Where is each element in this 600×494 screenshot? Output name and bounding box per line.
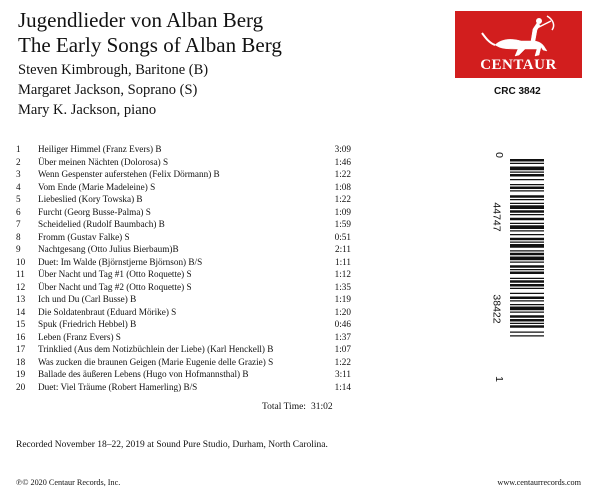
barcode-bar: [510, 210, 544, 213]
performer-baritone: Steven Kimbrough, Baritone (B): [18, 62, 209, 78]
track-duration: 1:14: [334, 381, 351, 392]
barcode-bar: [510, 332, 544, 333]
track-row: [16, 181, 351, 194]
track-number: 1: [16, 144, 21, 154]
track-row: [16, 256, 351, 269]
barcode-bar: [510, 163, 544, 164]
track-title: Ballade des äußeren Lebens (Hugo von Hofmannsthal) B: [38, 369, 249, 379]
track-duration: 1:07: [334, 344, 351, 354]
track-duration: 3:11: [335, 369, 351, 379]
track-duration: 1:19: [334, 294, 351, 304]
track-title: Duet: Im Walde (Björnstjerne Björnson) B/S: [38, 256, 203, 267]
track-title: Leben (Franz Evers) S: [38, 331, 121, 342]
track-duration: 1:22: [334, 194, 351, 204]
barcode-bar: [510, 257, 544, 261]
track-duration: 0:51: [334, 231, 351, 242]
track-number: 13: [16, 294, 26, 304]
track-number: 17: [16, 344, 26, 354]
track-title: Wenn Gespenster auferstehen (Felix Dörmann) B: [38, 169, 220, 179]
track-number: 20: [16, 381, 26, 392]
barcode-bar: [510, 167, 544, 171]
track-duration: 0:46: [334, 319, 351, 329]
total-time: [262, 402, 333, 412]
track-title: Was zucken die braunen Geigen (Marie Eugenie delle Grazie) S: [38, 356, 274, 367]
track-row: [16, 331, 351, 344]
barcode-bar: [510, 234, 544, 235]
barcode-bar: [510, 159, 544, 162]
track-title: Ich und Du (Carl Busse) B: [38, 294, 137, 304]
track-row: [16, 143, 351, 156]
barcode-bar: [510, 288, 544, 289]
track-duration: 3:09: [334, 144, 351, 154]
barcode-bar: [510, 190, 544, 191]
track-row: [16, 206, 351, 219]
track-number: 7: [16, 219, 21, 229]
barcode-bar: [510, 300, 544, 301]
track-number: 2: [16, 156, 21, 167]
barcode-bar: [510, 218, 544, 221]
catalog-number: CRC 3842: [494, 86, 541, 97]
track-title: Über Nacht und Tag #2 (Otto Roquette) S: [38, 281, 192, 292]
track-duration: 1:22: [334, 169, 351, 179]
barcode-bar: [510, 297, 544, 300]
track-title: Scheidelied (Rudolf Baumbach) B: [38, 219, 165, 229]
barcode-bar: [510, 225, 544, 229]
barcode-bar: [510, 179, 544, 180]
barcode-digit-group: 0: [492, 152, 505, 158]
barcode-bar: [510, 262, 544, 263]
barcode-bar: [510, 205, 544, 209]
track-row: [16, 293, 351, 306]
track-row: [16, 268, 351, 281]
performer-piano: Mary K. Jackson, piano: [18, 102, 157, 118]
barcode-bar: [510, 184, 544, 185]
track-title: Duet: Viel Träume (Robert Hamerling) B/S: [38, 381, 198, 392]
barcode-bar: [510, 272, 544, 275]
track-row: [16, 306, 351, 319]
track-row: [16, 243, 351, 256]
barcode-digit-group: 44747: [490, 202, 503, 232]
track-number: 3: [16, 169, 21, 179]
track-row: [16, 156, 351, 169]
total-time-value: 31:02: [311, 402, 333, 412]
track-number: 6: [16, 206, 21, 217]
barcode-bar: [510, 199, 544, 200]
barcode-bar: [510, 214, 544, 215]
barcode-bar: [510, 325, 544, 328]
track-number: 14: [16, 306, 26, 317]
track-row: [16, 168, 351, 181]
track-title: Fromm (Gustav Falke) S: [38, 231, 130, 242]
track-duration: 1:08: [334, 181, 351, 192]
barcode-bar: [510, 319, 544, 322]
track-row: [16, 218, 351, 231]
track-title: Die Soldatenbraut (Eduard Mörike) S: [38, 306, 177, 317]
barcode-bar: [510, 280, 544, 283]
track-title: Furcht (Georg Busse-Palma) S: [38, 206, 151, 217]
track-title: Über meinen Nächten (Dolorosa) S: [38, 156, 169, 167]
track-list: [16, 143, 351, 393]
track-number: 9: [16, 244, 21, 254]
barcode-digit-group: 38422: [490, 294, 503, 324]
track-row: [16, 193, 351, 206]
track-number: 4: [16, 181, 21, 192]
track-title: Heiliger Himmel (Franz Evers) B: [38, 144, 162, 154]
track-duration: 1:12: [334, 269, 351, 279]
barcode-bar: [510, 323, 544, 324]
track-row: [16, 281, 351, 294]
barcode: [490, 145, 546, 397]
track-duration: 1:37: [334, 331, 351, 342]
barcode-bar: [510, 293, 544, 294]
track-duration: 2:11: [335, 244, 351, 254]
track-row: [16, 368, 351, 381]
track-row: [16, 343, 351, 356]
track-duration: 1:46: [334, 156, 351, 167]
track-title: Spuk (Friedrich Hebbel) B: [38, 319, 137, 329]
track-number: 10: [16, 256, 26, 267]
logo-text: CENTAUR: [480, 57, 557, 73]
copyright-notice: ℗© 2020 Centaur Records, Inc.: [16, 478, 121, 487]
barcode-bar: [510, 253, 544, 256]
barcode-bar: [510, 284, 544, 287]
barcode-bar: [510, 187, 544, 190]
barcode-bar: [510, 307, 544, 311]
total-time-label: Total Time:: [262, 402, 306, 412]
barcode-bar: [510, 244, 544, 248]
track-row: [16, 381, 351, 394]
barcode-bar: [510, 269, 544, 270]
barcode-bars: [496, 145, 546, 397]
barcode-bar: [510, 172, 544, 173]
track-duration: 1:35: [334, 281, 351, 292]
barcode-bar: [510, 250, 544, 251]
track-title: Vom Ende (Marie Madeleine) S: [38, 181, 156, 192]
track-number: 5: [16, 194, 21, 204]
performer-list: [18, 60, 282, 120]
barcode-bar: [510, 265, 544, 268]
barcode-bar: [510, 278, 544, 279]
track-number: 18: [16, 356, 26, 367]
track-title: Trinklied (Aus dem Notizbüchlein der Liebe) (Karl Henckell) B: [38, 344, 274, 354]
track-row: [16, 356, 351, 369]
header: [18, 8, 282, 120]
track-number: 11: [16, 269, 25, 279]
barcode-digit-group: 1: [492, 376, 505, 382]
track-title: Über Nacht und Tag #1 (Otto Roquette) S: [38, 269, 192, 279]
barcode-bar: [510, 174, 544, 177]
track-duration: 1:59: [334, 219, 351, 229]
track-duration: 1:20: [334, 306, 351, 317]
track-number: 15: [16, 319, 26, 329]
barcode-bar: [510, 203, 544, 204]
track-row: [16, 318, 351, 331]
album-title-english: The Early Songs of Alban Berg: [18, 33, 282, 57]
track-duration: 1:09: [334, 206, 351, 217]
track-title: Nachtgesang (Otto Julius Bierbaum)B: [38, 244, 179, 254]
barcode-bar: [510, 230, 544, 231]
track-number: 12: [16, 281, 26, 292]
track-duration: 1:11: [335, 256, 351, 267]
performer-soprano: Margaret Jackson, Soprano (S): [18, 82, 198, 98]
barcode-bar: [510, 312, 544, 313]
track-title: Liebeslied (Kory Towska) B: [38, 194, 143, 204]
barcode-bar: [510, 315, 544, 318]
barcode-bar: [510, 238, 544, 241]
barcode-bar: [510, 242, 544, 243]
track-duration: 1:22: [334, 356, 351, 367]
track-row: [16, 231, 351, 244]
barcode-bar: [510, 195, 544, 198]
recording-note: Recorded November 18–22, 2019 at Sound Pure Studio, Durham, North Carolina.: [16, 440, 328, 450]
barcode-bar: [510, 304, 544, 305]
barcode-bar: [510, 223, 544, 224]
album-title-german: Jugendlieder von Alban Berg: [18, 8, 264, 32]
barcode-bar: [510, 335, 544, 336]
website-link[interactable]: www.centaurrecords.com: [497, 478, 581, 487]
track-number: 16: [16, 331, 26, 342]
centaur-logo: [455, 11, 582, 78]
track-number: 8: [16, 231, 21, 242]
track-number: 19: [16, 369, 26, 379]
